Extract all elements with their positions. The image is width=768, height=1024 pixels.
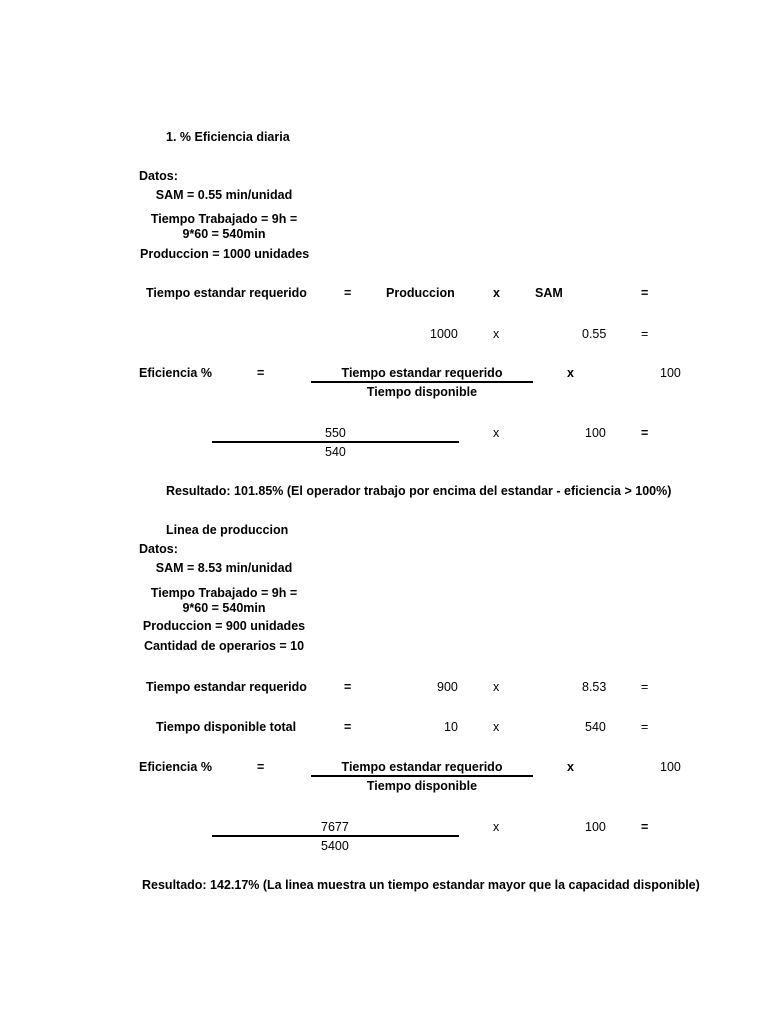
section2-row1-times: x <box>493 680 500 694</box>
section1-row2-produccion-value: 1000 <box>430 327 458 341</box>
section2-row2-times: x <box>493 720 500 734</box>
section1-tiempo-trabajado-2: 9*60 = 540min <box>182 227 266 241</box>
section2-fraction-bar <box>311 775 533 777</box>
section1-eficiencia-times: x <box>567 366 574 380</box>
section2-row2-equals-2: = <box>641 720 649 734</box>
section2-calc-equals: = <box>641 820 649 834</box>
section2-row1-label: Tiempo estandar requerido <box>146 680 307 694</box>
section2-title: Linea de produccion <box>166 523 289 537</box>
section1-eficiencia-factor: 100 <box>660 366 681 380</box>
section2-calc-numerator: 7677 <box>321 820 349 834</box>
section1-calc-times: x <box>493 426 500 440</box>
section1-title: 1. % Eficiencia diaria <box>166 130 290 144</box>
section2-row2-equals: = <box>344 720 352 734</box>
section2-calc-times: x <box>493 820 500 834</box>
section1-calc-factor: 100 <box>585 426 606 440</box>
section2-operarios: Cantidad de operarios = 10 <box>143 639 305 653</box>
section2-eficiencia-label: Eficiencia % <box>139 760 212 774</box>
section2-row2-minutos-value: 540 <box>585 720 606 734</box>
section1-row1-produccion: Produccion <box>386 286 455 300</box>
section1-calc-denominator: 540 <box>325 445 346 459</box>
section2-datos-label: Datos: <box>139 542 178 556</box>
section1-row1-times: x <box>493 286 500 300</box>
section2-fraction-numerator: Tiempo estandar requerido <box>341 760 503 774</box>
section1-row2-times: x <box>493 327 500 341</box>
section1-row2-sam-value: 0.55 <box>582 327 607 341</box>
section1-eficiencia-label: Eficiencia % <box>139 366 212 380</box>
section1-result: Resultado: 101.85% (El operador trabajo por encima del estandar - eficiencia > 100%) <box>166 484 672 498</box>
section2-sam: SAM = 8.53 min/unidad <box>155 561 293 575</box>
section1-row1-label: Tiempo estandar requerido <box>146 286 307 300</box>
section2-calc-denominator: 5400 <box>321 839 349 853</box>
section2-row1-equals: = <box>344 680 352 694</box>
section2-tiempo-trabajado-2: 9*60 = 540min <box>182 601 266 615</box>
section2-eficiencia-equals: = <box>257 760 265 774</box>
section2-row1-produccion-value: 900 <box>437 680 458 694</box>
section1-tiempo-trabajado-1: Tiempo Trabajado = 9h = <box>150 212 298 226</box>
section1-row1-sam: SAM <box>535 286 563 300</box>
section1-fraction-denominator: Tiempo disponible <box>366 385 478 399</box>
section1-datos-label: Datos: <box>139 169 178 183</box>
section2-row2-operarios-value: 10 <box>444 720 458 734</box>
section2-eficiencia-factor: 100 <box>660 760 681 774</box>
section2-tiempo-trabajado-1: Tiempo Trabajado = 9h = <box>150 586 298 600</box>
section2-calc-bar <box>212 835 459 837</box>
section1-row1-equals: = <box>344 286 352 300</box>
section1-eficiencia-equals: = <box>257 366 265 380</box>
section1-produccion: Produccion = 1000 unidades <box>140 247 310 261</box>
section2-calc-factor: 100 <box>585 820 606 834</box>
section2-result: Resultado: 142.17% (La linea muestra un tiempo estandar mayor que la capacidad disponible) <box>142 878 700 892</box>
section1-row1-equals-2: = <box>641 286 649 300</box>
section1-calc-equals: = <box>641 426 649 440</box>
section2-fraction-denominator: Tiempo disponible <box>366 779 478 793</box>
section2-row1-equals-2: = <box>641 680 649 694</box>
section2-row1-sam-value: 8.53 <box>582 680 607 694</box>
section1-fraction-numerator: Tiempo estandar requerido <box>341 366 503 380</box>
section1-sam: SAM = 0.55 min/unidad <box>155 188 293 202</box>
section1-calc-bar <box>212 441 459 443</box>
section1-row2-equals: = <box>641 327 649 341</box>
section1-calc-numerator: 550 <box>325 426 346 440</box>
section2-row2-label: Tiempo disponible total <box>156 720 297 734</box>
section1-fraction-bar <box>311 381 533 383</box>
section2-eficiencia-times: x <box>567 760 574 774</box>
section2-produccion: Produccion = 900 unidades <box>142 619 306 633</box>
